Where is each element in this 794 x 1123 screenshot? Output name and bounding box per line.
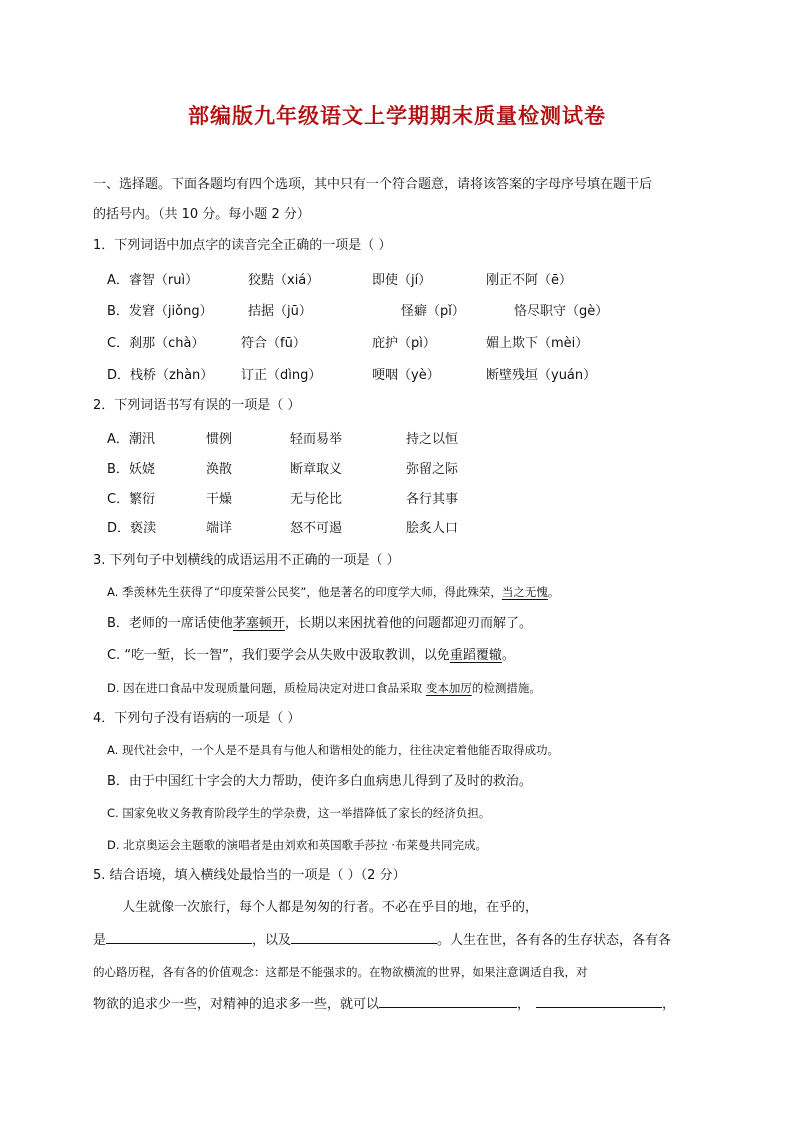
option-text: C. “吃一堑，长一智”，我们要学会从失败中汲取教训，以免 [107, 648, 450, 663]
question-2-option-b [0, 458, 794, 478]
option-word: B．妖娆 [107, 462, 155, 477]
option-text: ，长期以来困扰着他的问题都迎刃而解了。 [284, 616, 532, 631]
passage-text: 物欲的追求少一些，对精神的追求多一些，就可以 [93, 997, 380, 1012]
option-word: A．睿智（ruì） [107, 273, 199, 288]
option-word: D．亵渎 [107, 521, 157, 536]
option-word: 怪癖（pǐ） [401, 304, 465, 319]
underlined-idiom: 当之无愧 [501, 585, 548, 599]
option-word: 端详 [206, 521, 233, 536]
option-word: 哽咽（yè） [372, 368, 440, 383]
question-2-stem: 2．下列词语书写有误的一项是（ ） [93, 398, 301, 413]
option-word: 断壁残垣（yuán） [486, 368, 597, 383]
question-1-option-a [0, 269, 794, 289]
question-4-option-a: A. 现代社会中，一个人是不是具有与他人和谐相处的能力，往往决定着他能否取得成功。 [107, 743, 559, 757]
section-heading-line-2: 的括号内。（共 10 分。每小题 2 分） [93, 207, 310, 222]
option-word: 拮据（jū） [248, 304, 312, 319]
question-5-stem: 5. 结合语境，填入横线处最恰当的一项是（ ）（2 分） [93, 868, 406, 883]
question-5-passage-line-4 [93, 993, 675, 1015]
question-1-stem: 1．下列词语中加点字的读音完全正确的一项是（ ） [93, 238, 392, 253]
option-word: 惯例 [206, 432, 233, 447]
question-5-passage-line-1: 人生就像一次旅行，每个人都是匆匆的行者。不必在乎目的地，在乎的， [122, 900, 539, 915]
option-word: 恪尽职守（gè） [514, 304, 609, 319]
option-word: A．潮汛 [107, 432, 155, 447]
passage-text: ， [517, 997, 531, 1012]
question-1-option-c [0, 332, 794, 352]
question-5-passage-line-2 [93, 929, 671, 951]
passage-text: 是 [93, 933, 107, 948]
question-4-option-b: B．由于中国红十字会的大力帮助，使许多白血病患儿得到了及时的救治。 [107, 774, 532, 789]
underlined-idiom: 变本加厉 [425, 681, 472, 695]
option-word: 干燥 [206, 492, 233, 507]
option-word: 符合（fū） [241, 336, 306, 351]
answer-blank-1[interactable] [106, 929, 252, 944]
answer-blank-2[interactable] [291, 929, 437, 944]
passage-text: ，以及 [252, 933, 292, 948]
option-text: A. 季羡林先生获得了“印度荣誉公民奖”，他是著名的印度学大师，得此殊荣， [107, 585, 502, 599]
question-3-option-a [107, 582, 559, 602]
question-5-passage-line-3: 的心路历程，各有各的价值观念：这都是不能强求的。在物欲横流的世界，如果注意调适自我，对 [93, 965, 588, 979]
option-word: 无与伦比 [290, 492, 343, 507]
question-3-option-b [107, 614, 532, 634]
question-1-option-b [0, 300, 794, 320]
option-word: 刚正不阿（ē） [486, 273, 572, 288]
option-word: 脍炙人口 [406, 521, 459, 536]
question-4-option-d: D. 北京奥运会主题歌的演唱者是由刘欢和英国歌手莎拉 ·布莱曼共同完成。 [107, 838, 487, 852]
passage-text: 。人生在世，各有各的生存状态，各有各 [437, 933, 672, 948]
passage-text: ， [662, 997, 676, 1012]
option-word: 怒不可遏 [290, 521, 343, 536]
option-word: 即使（jí） [372, 273, 432, 288]
option-word: 涣散 [206, 462, 233, 477]
option-text: D. 因在进口食品中发现质量问题，质检局决定对进口食品采取 [107, 681, 426, 695]
section-heading-line-1: 一、选择题。下面各题均有四个选项，其中只有一个符合题意，请将该答案的字母序号填在题干后 [93, 177, 653, 192]
option-text: 。 [547, 585, 560, 599]
question-3-option-c [107, 646, 515, 666]
question-3-option-d [107, 678, 541, 698]
option-word: 持之以恒 [406, 432, 459, 447]
option-word: C．刹那（chà） [107, 336, 205, 351]
question-2-option-d [0, 517, 794, 537]
option-word: 弥留之际 [406, 462, 459, 477]
question-4-stem: 4．下列句子没有语病的一项是（ ） [93, 711, 301, 726]
question-2-option-a [0, 428, 794, 448]
question-4-option-c: C. 国家免收义务教育阶段学生的学杂费，这一举措降低了家长的经济负担。 [107, 806, 491, 820]
option-text: 。 [501, 648, 515, 663]
option-word: 断章取义 [290, 462, 343, 477]
option-word: 轻而易举 [290, 432, 343, 447]
option-word: 订正（dìng） [241, 368, 322, 383]
option-text: 的检测措施。 [471, 681, 541, 695]
option-word: 媚上欺下（mèi） [486, 336, 589, 351]
question-2-option-c [0, 488, 794, 508]
underlined-idiom: 重蹈覆辙 [449, 648, 502, 663]
option-word: 各行其事 [406, 492, 459, 507]
page-title: 部编版九年级语文上学期期末质量检测试卷 [188, 103, 606, 128]
option-word: 狡黠（xiá） [248, 273, 320, 288]
option-word: D．栈桥（zhàn） [107, 368, 214, 383]
answer-blank-3[interactable] [379, 993, 517, 1008]
question-1-option-d [0, 364, 794, 384]
option-word: 庇护（pì） [372, 336, 436, 351]
option-word: B．发窘（jiǒng） [107, 304, 213, 319]
answer-blank-4[interactable] [536, 993, 662, 1008]
question-3-stem: 3. 下列句子中划横线的成语运用不正确的一项是（ ） [93, 553, 400, 568]
option-text: B．老师的一席话使他 [107, 616, 233, 631]
underlined-idiom: 茅塞顿开 [232, 616, 285, 631]
option-word: C．繁衍 [107, 492, 156, 507]
